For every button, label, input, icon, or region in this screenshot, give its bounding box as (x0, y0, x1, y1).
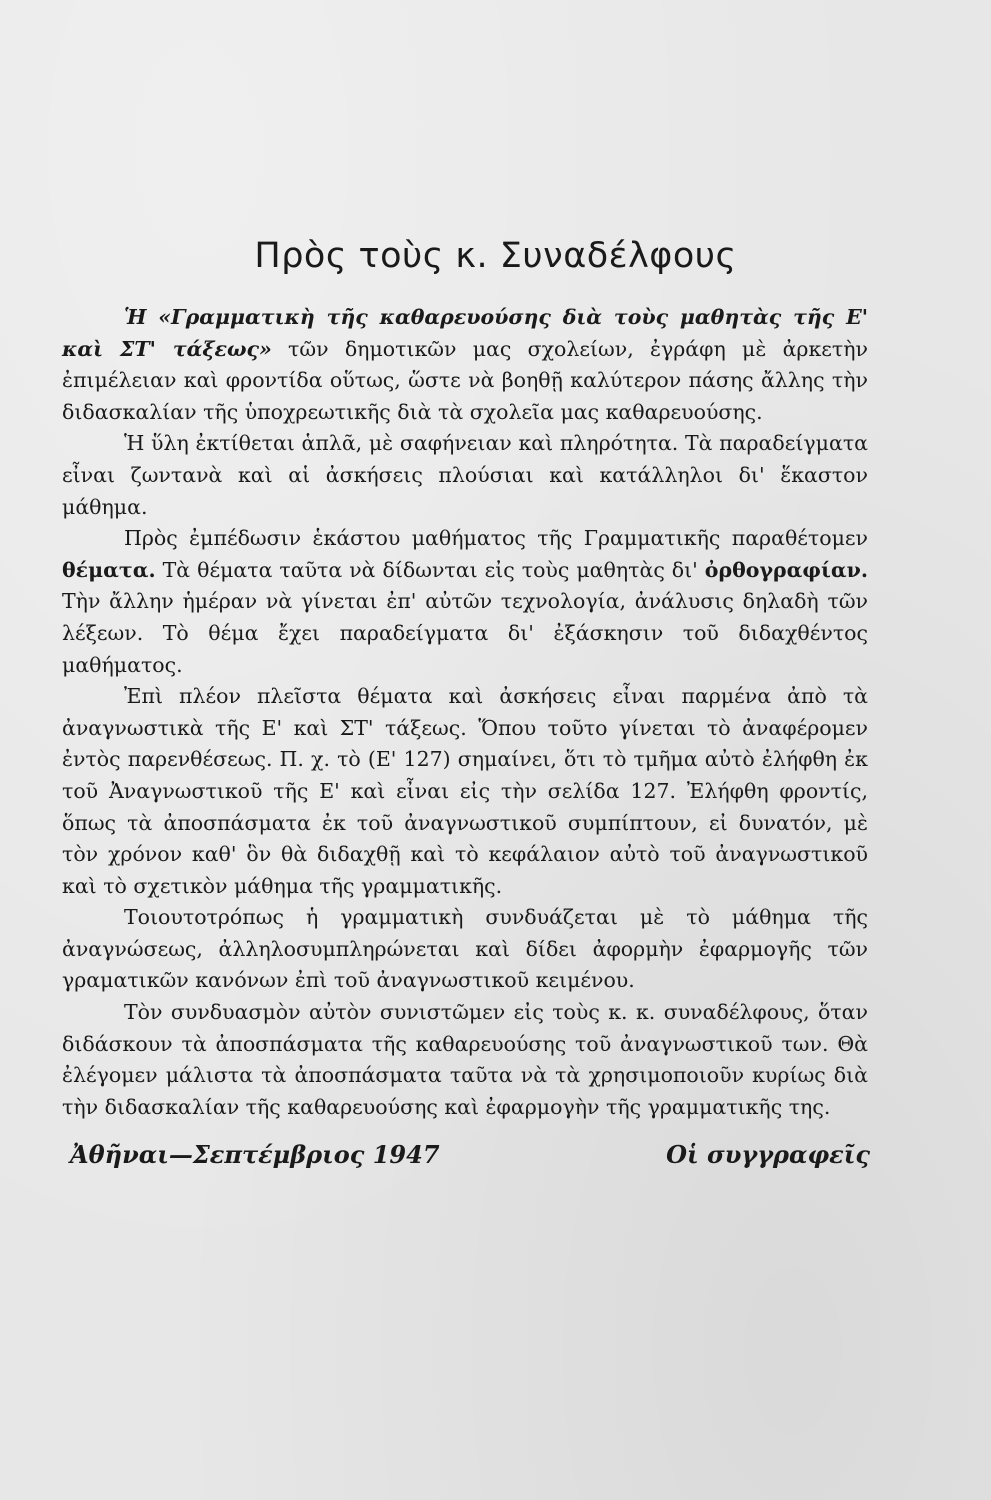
book-title-lead: Ἡ «Γραμματικὴ τῆς καθαρευούσης διὰ τοὺς μαθητὰς τῆς Ε' καὶ ΣΤ' τάξεως» (62, 305, 868, 361)
paragraph-1 (62, 302, 868, 428)
emphasis-themata: θέματα. (62, 557, 156, 582)
page-title: Πρὸς τοὺς κ. Συναδέλφους (254, 236, 737, 276)
preface-body (62, 302, 868, 1123)
paragraph-6: Τὸν συνδυασμὸν αὐτὸν συνιστῶμεν εἰς τοὺς κ. κ. συναδέλφους, ὅταν διδάσκουν τὰ ἀποσπάσματα τῆς καθαρευούσης τοῦ ἀναγνωστικοῦ των. Θὰ ἐλέγομεν μάλιστα τὰ ἀποσπάσματα ταῦτα νὰ τὰ χρησιμοποιοῦν κυρίως διὰ τὴν διδασκαλίαν τῆς καθαρευούσης καὶ ἐφαρμογὴν τῆς γραμματικῆς της. (62, 1000, 868, 1119)
paragraph-3 (62, 523, 868, 681)
paragraph-3-part-1: Πρὸς ἐμπέδωσιν ἑκάστου μαθήματος τῆς Γραμματικῆς παραθέτομεν (124, 526, 868, 551)
paragraph-3-part-3: Τὴν ἄλλην ἡμέραν νὰ γίνεται ἐπ' αὐτῶν τεχνολογία, ἀνάλυσις δηλαδὴ τῶν λέξεων. Τὸ θέμα ἔχει παραδείγματα δι' ἐξάσκησιν τοῦ διδαχθέντος μαθήματος. (62, 589, 868, 677)
emphasis-orthografia: ὀρθογραφίαν. (704, 557, 868, 582)
paragraph-3-part-2: Τὰ θέματα ταῦτα νὰ δίδωνται εἰς τοὺς μαθητὰς δι' (155, 557, 705, 582)
authors-signature: Οἱ συγγραφεῖς (666, 1140, 870, 1169)
paragraph-5: Τοιουτοτρόπως ἡ γραμματικὴ συνδυάζεται μὲ τὸ μάθημα τῆς ἀναγνώσεως, ἀλληλοσυμπληρώνεται καὶ δίδει ἀφορμὴν ἐφαρμογῆς τῶν γραματικῶν κανόνων ἐπὶ τοῦ ἀναγνωστικοῦ κειμένου. (62, 905, 868, 993)
signoff (62, 1140, 870, 1180)
paragraph-4: Ἐπὶ πλέον πλεῖστα θέματα καὶ ἀσκήσεις εἶναι παρμένα ἀπὸ τὰ ἀναγνωστικὰ τῆς Ε' καὶ ΣΤ' τάξεως. Ὅπου τοῦτο γίνεται τὸ ἀναφέρομεν ἐντὸς παρενθέσεως. Π. χ. τὸ (Ε' 127) σημαίνει, ὅτι τὸ τμῆμα αὐτὸ ἐλήφθη ἐκ τοῦ Ἀναγνωστικοῦ τῆς Ε' καὶ εἶναι εἰς τὴν σελίδα 127. Ἐλήφθη φροντίς, ὅπως τὰ ἀποσπάσματα ἐκ τοῦ ἀναγνωστικοῦ συμπίπτουν, εἰ δυνατόν, μὲ τὸν χρόνον καθ' ὃν θὰ διδαχθῇ καὶ τὸ κεφάλαιον αὐτὸ τοῦ ἀναγνωστικοῦ καὶ τὸ σχετικὸν μάθημα τῆς γραμματικῆς. (62, 684, 868, 898)
place-date: Ἀθῆναι—Σεπτέμβριος 1947 (70, 1140, 440, 1169)
paragraph-1-text: τῶν δημοτικῶν μας σχολείων, ἐγράφη μὲ ἀρκετὴν ἐπιμέλειαν καὶ φροντίδα οὕτως, ὥστε νὰ βοηθῇ καλύτερον πάσης ἄλλης τὴν διδασκαλίαν τῆς ὑποχρεωτικῆς διὰ τὰ σχολεῖα μας καθαρευούσης. (62, 336, 868, 424)
paragraph-2: Ἡ ὕλη ἐκτίθεται ἁπλᾶ, μὲ σαφήνειαν καὶ πληρότητα. Τὰ παραδείγματα εἶναι ζωντανὰ καὶ αἱ ἀσκήσεις πλούσιαι καὶ κατάλληλοι δι' ἕκαστον μάθημα. (62, 431, 868, 519)
